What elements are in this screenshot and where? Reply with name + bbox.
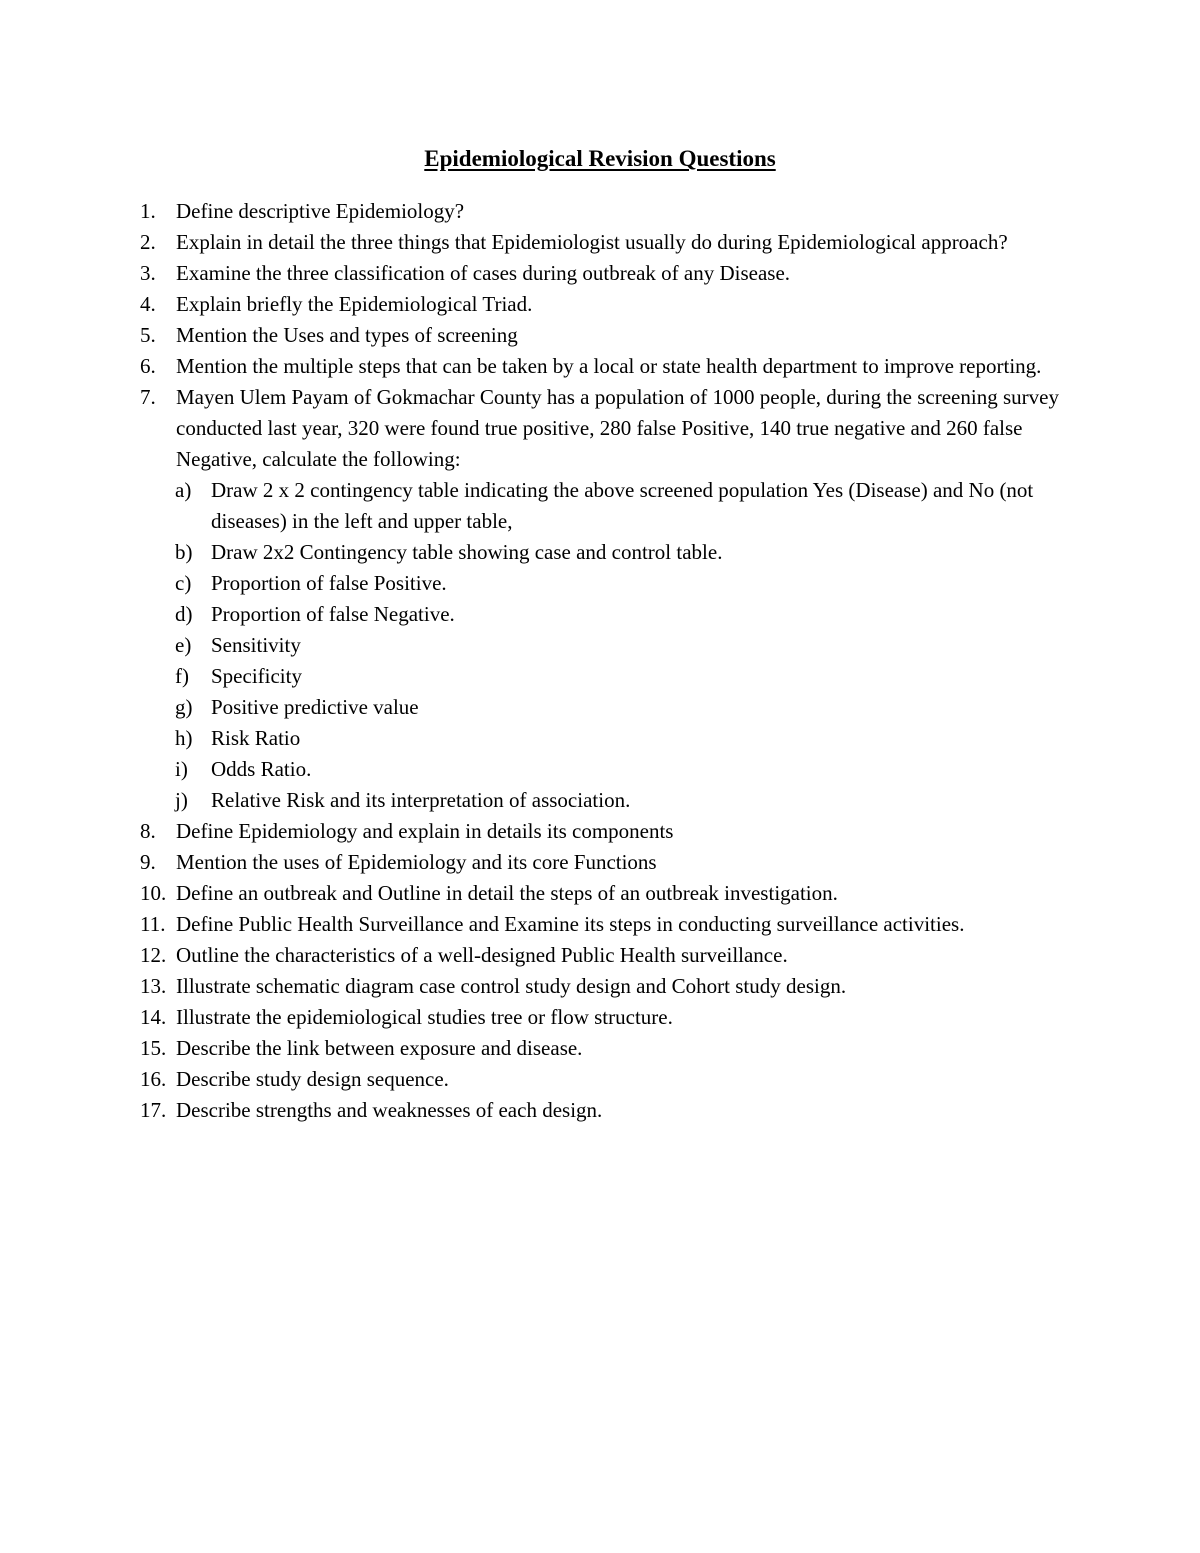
question-text: Mayen Ulem Payam of Gokmachar County has a population of 1000 people, during the screening survey conducted last year, 320 were found true positive, 280 false Positive, 140 true negative and 260 false Negative, calculate the following: — [176, 385, 1059, 471]
subquestion-letter: h) — [175, 726, 193, 750]
question-text: Define an outbreak and Outline in detail the steps of an outbreak investigation. — [176, 881, 838, 905]
subquestion-letter: j) — [175, 788, 188, 812]
subquestion-item — [0, 754, 1066, 785]
subquestion-letter: d) — [175, 602, 193, 626]
document-title — [0, 143, 1200, 174]
subquestion-letter: f) — [175, 664, 189, 688]
subquestion-item — [0, 785, 1066, 816]
question-text: Mention the multiple steps that can be taken by a local or state health department to improve reporting. — [176, 354, 1042, 378]
subquestion-text: Relative Risk and its interpretation of association. — [211, 788, 631, 812]
subquestion-text: Proportion of false Positive. — [211, 571, 447, 595]
question-item — [0, 258, 1066, 289]
subquestion-letter: e) — [175, 633, 192, 657]
question-item — [0, 1033, 1066, 1064]
question-number: 12. — [140, 943, 167, 967]
question-item — [0, 1095, 1066, 1126]
question-text: Define Epidemiology and explain in details its components — [176, 819, 674, 843]
question-number: 10. — [140, 881, 167, 905]
question-text: Examine the three classification of cases during outbreak of any Disease. — [176, 261, 791, 285]
subquestion-text: Proportion of false Negative. — [211, 602, 455, 626]
question-list — [0, 196, 1200, 1126]
subquestion-text: Sensitivity — [211, 633, 301, 657]
subquestion-text: Positive predictive value — [211, 695, 419, 719]
question-number: 1. — [140, 199, 156, 223]
subquestion-text: Risk Ratio — [211, 726, 301, 750]
subquestion-item — [0, 537, 1066, 568]
question-number: 7. — [140, 385, 156, 409]
question-item — [0, 289, 1066, 320]
question-number: 5. — [140, 323, 156, 347]
subquestion-text: Odds Ratio. — [211, 757, 312, 781]
subquestion-item — [0, 568, 1066, 599]
subquestion-item — [0, 599, 1066, 630]
question-item — [0, 351, 1066, 382]
subquestion-item — [0, 661, 1066, 692]
subquestion-item — [0, 692, 1066, 723]
subquestion-text: Draw 2x2 Contingency table showing case and control table. — [211, 540, 723, 564]
subquestion-text: Draw 2 x 2 contingency table indicating the above screened population Yes (Disease) and No (not diseases) in the left and upper table, — [211, 478, 1034, 533]
question-text: Define descriptive Epidemiology? — [176, 199, 465, 223]
question-item — [0, 1064, 1066, 1095]
question-item — [0, 1002, 1066, 1033]
question-number: 2. — [140, 230, 156, 254]
question-item — [0, 320, 1066, 351]
subquestion-letter: b) — [175, 540, 193, 564]
question-item — [0, 847, 1066, 878]
subquestion-letter: c) — [175, 571, 192, 595]
question-number: 17. — [140, 1098, 167, 1122]
question-number: 14. — [140, 1005, 167, 1029]
question-number: 6. — [140, 354, 156, 378]
subquestion-letter: i) — [175, 757, 188, 781]
question-number: 16. — [140, 1067, 167, 1091]
question-text: Outline the characteristics of a well-designed Public Health surveillance. — [176, 943, 788, 967]
question-number: 13. — [140, 974, 167, 998]
question-number: 11. — [140, 912, 166, 936]
question-item — [0, 909, 1066, 940]
question-item — [0, 878, 1066, 909]
subquestion-letter: a) — [175, 478, 192, 502]
question-text: Define Public Health Surveillance and Examine its steps in conducting surveillance activities. — [176, 912, 965, 936]
question-text: Explain in detail the three things that Epidemiologist usually do during Epidemiological approach? — [176, 230, 1008, 254]
question-number: 4. — [140, 292, 156, 316]
question-item — [0, 196, 1066, 227]
subquestion-text: Specificity — [211, 664, 302, 688]
question-item — [0, 816, 1066, 847]
subquestion-item — [0, 630, 1066, 661]
question-item — [0, 227, 1066, 258]
question-number: 15. — [140, 1036, 167, 1060]
document-title-text: Epidemiological Revision Questions — [424, 146, 776, 171]
question-item — [0, 382, 1066, 475]
question-text: Describe the link between exposure and disease. — [176, 1036, 583, 1060]
question-text: Describe study design sequence. — [176, 1067, 449, 1091]
subquestion-item — [0, 723, 1066, 754]
question-number: 9. — [140, 850, 156, 874]
question-item — [0, 971, 1066, 1002]
subquestion-item — [0, 475, 1066, 537]
question-text: Mention the uses of Epidemiology and its core Functions — [176, 850, 657, 874]
question-text: Describe strengths and weaknesses of each design. — [176, 1098, 603, 1122]
question-text: Explain briefly the Epidemiological Triad. — [176, 292, 533, 316]
question-item — [0, 940, 1066, 971]
subquestion-letter: g) — [175, 695, 193, 719]
question-number: 8. — [140, 819, 156, 843]
question-text: Mention the Uses and types of screening — [176, 323, 518, 347]
question-number: 3. — [140, 261, 156, 285]
question-text: Illustrate schematic diagram case control study design and Cohort study design. — [176, 974, 847, 998]
question-text: Illustrate the epidemiological studies tree or flow structure. — [176, 1005, 673, 1029]
